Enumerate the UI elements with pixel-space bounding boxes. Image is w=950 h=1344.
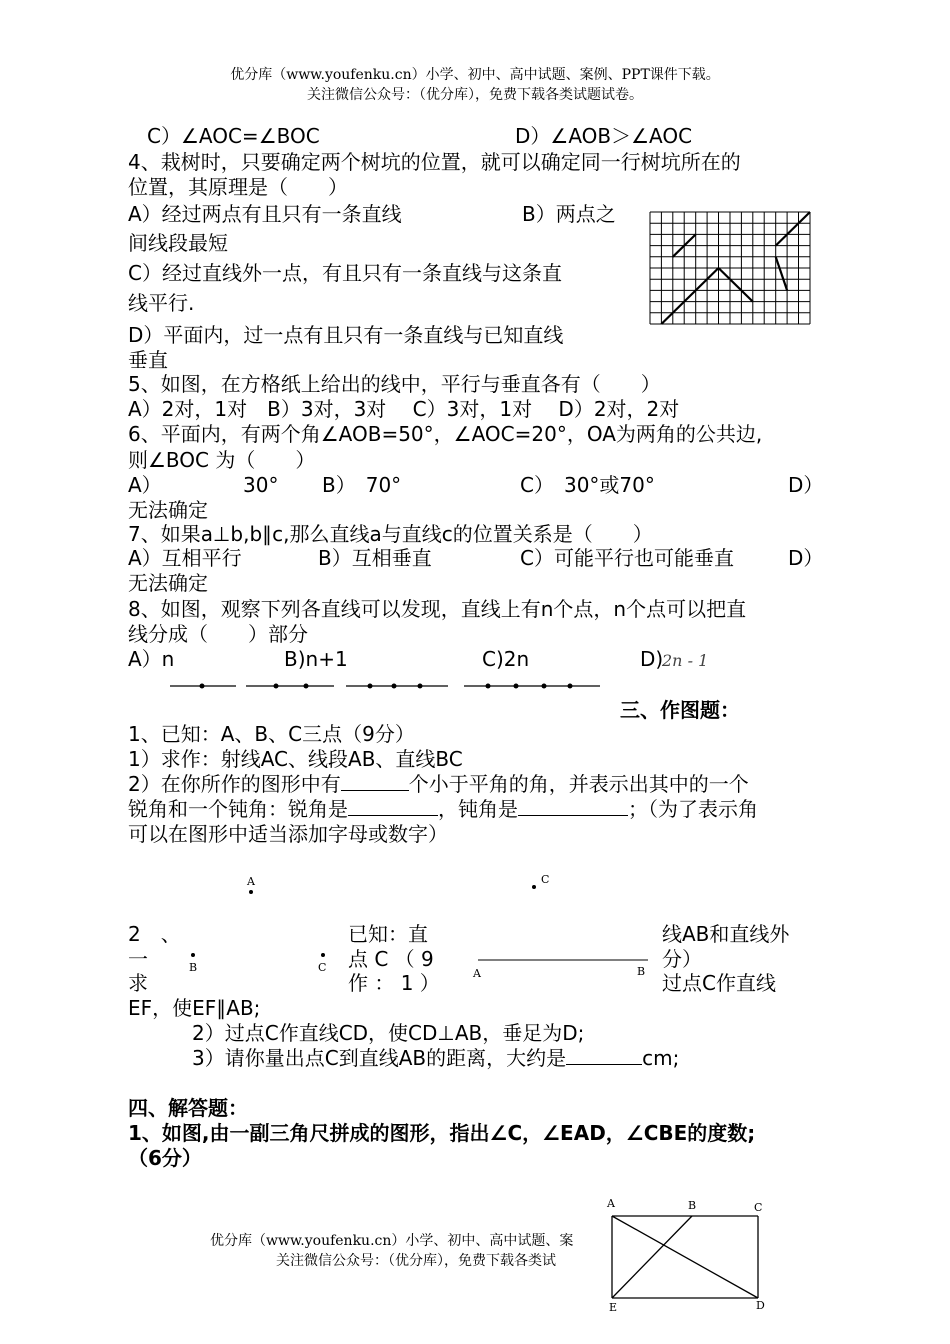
line-ab-label-a: A [473,967,481,980]
s3-p1-line-3a: 2）在你所作的图形中有 [128,772,341,796]
s3-p2-fen: 分） [662,947,702,971]
q6-option-a-value: 30° [243,473,279,497]
s3-p2-line-ab: 线AB和直线外 [662,922,790,946]
blank-angle-count[interactable] [341,772,409,791]
q6-stem-line-2: 则∠BOC 为（ ） [128,448,316,472]
figure-label-a: A [607,1197,615,1210]
q8-option-b: B)n+1 [284,647,348,671]
s3-p2-guo: 过点C作直线 [662,971,776,995]
q4-stem-line-1: 4、栽树时，只要确定两个树坑的位置，就可以确定同一行树坑所在的 [128,150,741,174]
s4-q1-line-1: 1、如图,由一副三角尺拼成的图形，指出∠C，∠EAD，∠CBE的度数; [128,1121,756,1145]
q8-line-diagrams [170,680,600,692]
grid-figure [650,212,810,324]
q8-option-c: C)2n [482,647,530,671]
point-c2-dot [321,953,325,957]
q7-option-a: A）互相平行 [128,546,242,570]
s3-p1-line-2: 1）求作：射线AC、线段AB、直线BC [128,747,463,771]
q6-stem-line-1: 6、平面内，有两个角∠AOB=50°，∠AOC=20°，OA为两角的公共边, [128,422,763,446]
q3-option-c: C）∠AOC=∠BOC [147,124,320,148]
s4-q1-line-2: （6分） [128,1146,202,1170]
s3-p2-qiu: 求 [128,971,148,995]
header-line-1: 优分库（www.youfenku.cn）小学、初中、高中试题、案例、PPT课件下载。 [230,67,720,83]
q7-option-c: C）可能平行也可能垂直 [520,546,734,570]
q8-option-d: D) [640,647,664,671]
triangle-ruler-figure [604,1198,774,1318]
q4-stem-line-2: 位置，其原理是（ ） [128,175,348,199]
s3-p2-step-3a: 3）请你量出点C到直线AB的距离，大约是 [192,1046,567,1070]
grid-lines [650,212,810,324]
footer-line-1: 优分库（www.youfenku.cn）小学、初中、高中试题、案 [210,1233,574,1249]
footer-line-2: 关注微信公众号：（优分库），免费下载各类试 [276,1253,556,1269]
point-c2-label: C [318,961,327,974]
q5-stem: 5、如图，在方格纸上给出的线中，平行与垂直各有（ ） [128,372,661,396]
q7-option-d: D） [788,546,824,570]
q3-option-d: D）∠AOB＞∠AOC [515,124,693,148]
s3-p2-point-c: 点 C （ 9 [348,947,434,971]
s3-p1-line-4b: ，钝角是 [438,797,518,821]
s3-p2-step-2: 2）过点C作直线CD，使CD⊥AB，垂足为D; [192,1021,585,1045]
q8-option-a: A）n [128,647,175,671]
s3-p2-known: 已知：直 [348,922,428,946]
line-ab [478,958,648,962]
q6-option-d: D） [788,473,824,497]
point-b-label: B [189,961,198,974]
q8-option-d-formula: 2n - 1 [662,651,709,670]
s3-p1-line-5: 可以在图形中适当添加字母或数字） [128,822,448,846]
q4-option-c-line-2: 线平行. [128,291,195,315]
s3-p1-line-3 [128,772,749,796]
header-line-2: 关注微信公众号：（优分库），免费下载各类试题试卷。 [307,87,643,103]
q6-option-a: A） [128,473,162,497]
point-c-dot [532,885,536,889]
figure-label-d: D [756,1299,765,1312]
s3-p1-line-4 [128,797,758,821]
q4-option-b-part-2: 间线段最短 [128,231,228,255]
figure-label-e: E [609,1301,618,1314]
section-3-title: 三、作图题： [620,698,740,722]
q8-stem-line-2: 线分成（ ）部分 [128,622,308,646]
s3-p2-step-3 [192,1046,679,1070]
q4-option-d-line-2: 垂直 [128,348,168,372]
point-b-dot [191,953,195,957]
s3-p1-line-1: 1、已知：A、B、C三点（9分） [128,722,415,746]
blank-obtuse-angle[interactable] [518,797,628,816]
figure-lines [612,1216,758,1298]
s3-p1-line-3b: 个小于平角的角，并表示出其中的一个 [408,772,749,796]
figure-label-b: B [688,1199,697,1212]
q7-option-b: B）互相垂直 [318,546,432,570]
s3-p2-step-3b: cm; [642,1046,680,1070]
q4-option-d-line-1: D）平面内，过一点有且只有一条直线与已知直线 [128,323,564,347]
section-4-title: 四、解答题： [128,1096,248,1120]
q8-stem-line-1: 8、如图，观察下列各直线可以发现，直线上有n个点，n个点可以把直 [128,597,747,621]
point-a-label: A [247,875,255,888]
point-a-dot [249,890,253,894]
s3-p2-zuo: 作 ： 1 ） [348,971,440,995]
q6-option-c: C） 30°或70° [520,473,655,497]
s3-p1-line-4a: 锐角和一个钝角：锐角是 [128,797,348,821]
q5-options: A）2对，1对 B）3对，3对 C）3对，1对 D）2对，2对 [128,397,680,421]
s3-p2-ef: EF，使EF∥AB; [128,996,261,1020]
s3-p1-line-4c: ；（为了表示角 [628,797,758,821]
s3-p2-number: 2 、 [128,922,181,946]
q4-option-c-line-1: C）经过直线外一点，有且只有一条直线与这条直 [128,261,562,285]
q7-stem: 7、如果a⊥b,b∥c,那么直线a与直线c的位置关系是（ ） [128,522,653,546]
figure-label-c: C [754,1201,763,1214]
line-ab-label-b: B [637,965,646,978]
q7-option-d-text: 无法确定 [128,571,208,595]
q6-option-b: B） 70° [322,473,402,497]
q4-option-b-part-1: B）两点之 [522,202,616,226]
s3-p2-yi: 一 [128,947,148,971]
q6-option-d-text: 无法确定 [128,498,208,522]
blank-distance[interactable] [566,1046,642,1065]
blank-acute-angle[interactable] [348,797,438,816]
q4-option-a: A）经过两点有且只有一条直线 [128,202,402,226]
point-c-label: C [541,873,550,886]
